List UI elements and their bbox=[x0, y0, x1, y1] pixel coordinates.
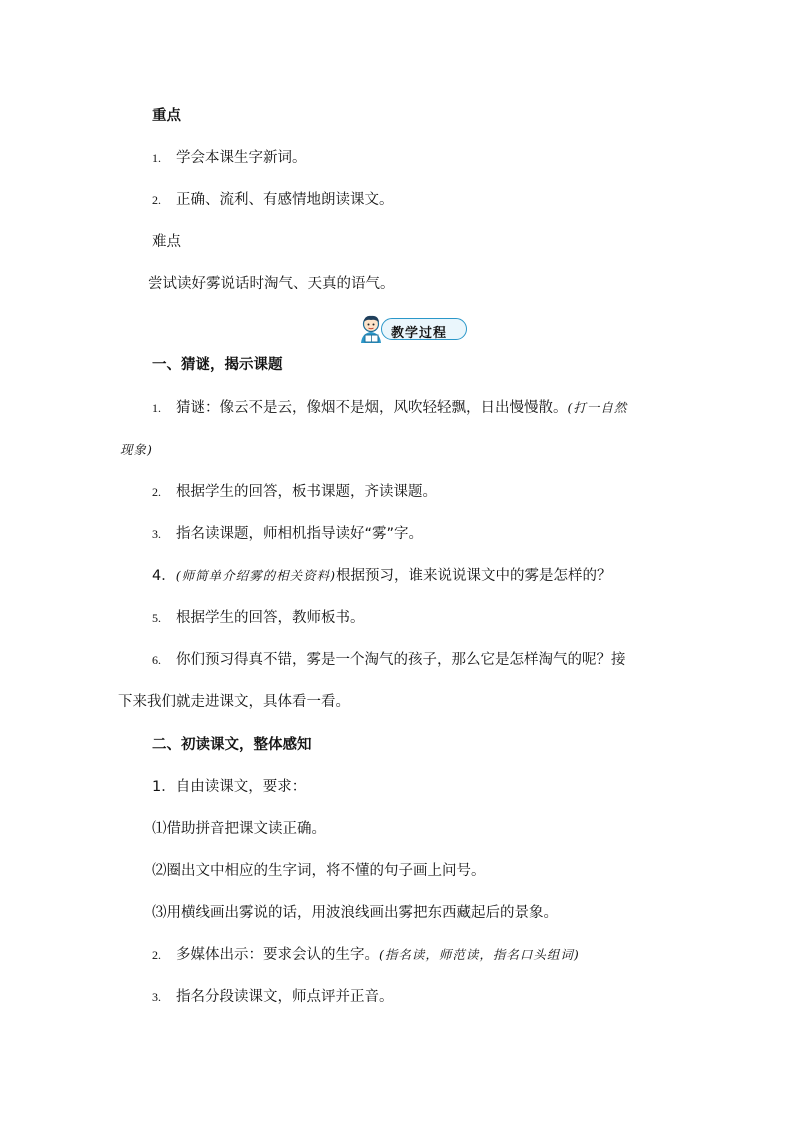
part2-sub-3: ⑶用横线画出雾说的话，用波浪线画出雾把东西藏起后的景象。 bbox=[152, 905, 558, 921]
part2-item-1: 1．自由读课文，要求： bbox=[152, 779, 307, 795]
list-text: 猜谜：像云不是云，像烟不是烟，风吹轻轻飘，日出慢慢散。 bbox=[176, 400, 568, 416]
difficulty-heading: 难点 bbox=[152, 234, 181, 250]
part1-item-1-cont: 现象) bbox=[120, 442, 153, 457]
list-number: 2. bbox=[152, 485, 161, 499]
part1-item-6 bbox=[152, 650, 626, 670]
difficulty-text: 尝试读好雾说话时淘气、天真的语气。 bbox=[148, 276, 395, 292]
part1-item-3 bbox=[152, 524, 423, 544]
part1-item-2 bbox=[152, 482, 437, 502]
part1-heading: 一、猜谜，揭示课题 bbox=[152, 357, 283, 373]
list-number: 3. bbox=[152, 527, 161, 541]
list-text: 指名分段读课文，师点评并正音。 bbox=[176, 989, 394, 1005]
part1-item-4 bbox=[152, 566, 612, 586]
list-note: (师简单介绍雾的相关资料) bbox=[175, 568, 336, 583]
list-number: 3. bbox=[152, 990, 161, 1004]
part1-item-6-cont: 下来我们就走进课文，具体看一看。 bbox=[118, 694, 350, 710]
list-text: 多媒体出示：要求会认的生字。 bbox=[176, 947, 379, 963]
part1-item-1 bbox=[152, 398, 627, 418]
list-note: (指名读，师范读，指名口头组词) bbox=[379, 947, 580, 962]
part1-item-5 bbox=[152, 608, 365, 628]
list-note: (打一自然 bbox=[567, 400, 628, 415]
list-text: 根据预习，谁来说说课文中的雾是怎样的？ bbox=[336, 568, 612, 584]
part2-item-3 bbox=[152, 987, 394, 1007]
teaching-process-banner bbox=[357, 313, 469, 345]
part2-sub-1: ⑴借助拼音把课文读正确。 bbox=[152, 821, 326, 837]
list-number: 5. bbox=[152, 611, 161, 625]
student-reading-icon bbox=[357, 313, 391, 345]
part2-heading: 二、初读课文，整体感知 bbox=[152, 737, 312, 753]
key-point-item bbox=[152, 148, 307, 168]
part2-item-2 bbox=[152, 945, 580, 965]
list-text: 根据学生的回答，板书课题，齐读课题。 bbox=[176, 484, 437, 500]
list-text: 你们预习得真不错，雾是一个淘气的孩子，那么它是怎样淘气的呢？接 bbox=[176, 652, 626, 668]
list-number: 6. bbox=[152, 653, 161, 667]
key-points-heading: 重点 bbox=[152, 108, 181, 124]
banner-label: 教学过程 bbox=[391, 326, 448, 341]
part2-sub-2: ⑵圈出文中相应的生字词，将不懂的句子画上问号。 bbox=[152, 863, 486, 879]
list-text: 根据学生的回答，教师板书。 bbox=[176, 610, 365, 626]
list-text: 指名读课题，师相机指导读好“雾”字。 bbox=[176, 526, 424, 542]
list-number: 4． bbox=[152, 568, 176, 584]
list-text: 学会本课生字新词。 bbox=[176, 150, 307, 166]
list-number: 1. bbox=[152, 401, 161, 415]
list-text: 正确、流利、有感情地朗读课文。 bbox=[176, 192, 394, 208]
list-number: 1. bbox=[152, 151, 161, 165]
key-point-item bbox=[152, 190, 394, 210]
list-number: 2. bbox=[152, 193, 161, 207]
list-number: 2. bbox=[152, 948, 161, 962]
